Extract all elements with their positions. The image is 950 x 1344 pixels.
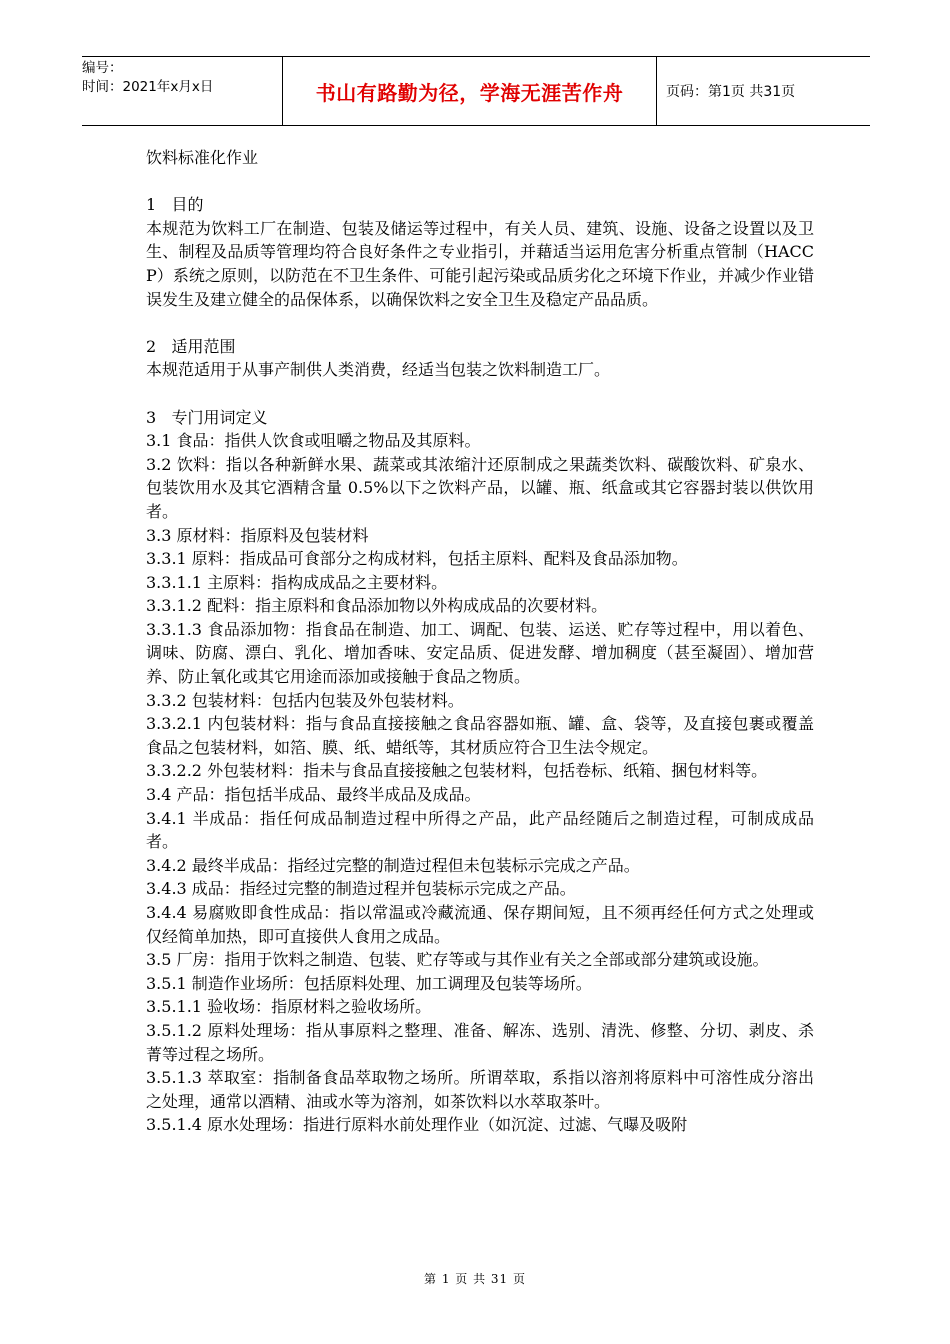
definition-item: 3.3.1.2 配料：指主原料和食品添加物以外构成成品的次要材料。 (146, 596, 608, 616)
definition-item: 3.4.4 易腐败即食性成品：指以常温或冷藏流通、保存期间短，且不须再经任何方式之处理或仅经简单加热，即可直接供人食用之成品。 (146, 903, 814, 946)
definition-item: 3.3.1.3 食品添加物：指食品在制造、加工、调配、包装、运送、贮存等过程中，用以着色、调味、防腐、漂白、乳化、增加香味、安定品质、促进发酵、增加稠度（甚至凝固）、增加营养、防止氧化或其它用途而添加或接触于食品之物质。 (146, 619, 814, 687)
definition-item: 3.2 饮料：指以各种新鲜水果、蔬菜或其浓缩汁还原制成之果蔬类饮料、碳酸饮料、矿泉水、包装饮用水及其它酒精含量 0.5%以下之饮料产品，以罐、瓶、纸盒或其它容器封装以供饮用者。 (146, 454, 814, 521)
definition-item: 3.4.3 成品：指经过完整的制造过程并包装标示完成之产品。 (146, 879, 576, 899)
definition-item: 3.3.1.1 主原料：指构成成品之主要材料。 (146, 572, 448, 592)
footer-page-number: 第 1 页 共 31 页 (424, 1272, 526, 1286)
definition-item: 3.4.2 最终半成品：指经过完整的制造过程但未包装标示完成之产品。 (146, 855, 640, 875)
section-2-text: 本规范适用于从事产制供人类消费，经适当包装之饮料制造工厂。 (146, 360, 611, 380)
definition-item: 3.3.2 包装材料：包括内包装及外包装材料。 (146, 690, 464, 710)
definition-item: 3.5 厂房：指用于饮料之制造、包装、贮存等或与其作业有关之全部或部分建筑或设施。 (146, 950, 769, 970)
page-info-text: 页码：第1页 共31页 (666, 84, 796, 100)
definition-item: 3.3 原材料：指原料及包装材料 (146, 525, 369, 545)
definition-item: 3.3.2.2 外包装材料：指未与食品直接接触之包装材料，包括卷标、纸箱、捆包材料等。 (146, 761, 768, 781)
definition-item: 3.5.1.3 萃取室：指制备食品萃取物之场所。所谓萃取，系指以溶剂将原料中可溶性成分溶出之处理，通常以酒精、油或水等为溶剂，如茶饮料以水萃取茶叶。 (146, 1068, 814, 1111)
number-label: 编号： (82, 60, 123, 76)
definition-item: 3.3.2.1 内包装材料：指与食品直接接触之食品容器如瓶、罐、盒、袋等，及直接包裹或覆盖食品之包装材料，如箔、膜、纸、蜡纸等，其材质应符合卫生法令规定。 (146, 714, 814, 757)
definition-item: 3.1 食品：指供人饮食或咀嚼之物品及其原料。 (146, 431, 481, 451)
page-footer (0, 1270, 950, 1287)
spacer (146, 382, 814, 406)
section-3-heading: 3 专门用词定义 (146, 407, 268, 427)
definitions-list (146, 429, 814, 1137)
spacer (146, 170, 814, 194)
header-motto: 书山有路勤为径，学海无涯苦作舟 (315, 80, 624, 105)
document-title: 饮料标准化作业 (146, 148, 259, 167)
section-2-heading: 2 适用范围 (146, 336, 236, 356)
header-motto-cell (282, 57, 657, 125)
definition-item: 3.5.1 制造作业场所：包括原料处理、加工调理及包装等场所。 (146, 973, 592, 993)
spacer (146, 311, 814, 335)
definition-item: 3.3.1 原料：指成品可食部分之构成材料，包括主原料、配料及食品添加物。 (146, 549, 688, 569)
document-body (146, 146, 814, 1137)
time-label: 时间：2021年x月x日 (82, 79, 214, 95)
definition-item: 3.4 产品：指包括半成品、最终半成品及成品。 (146, 785, 481, 805)
definition-item: 3.5.1.4 原水处理场：指进行原料水前处理作业（如沉淀、过滤、气曝及吸附 (146, 1115, 688, 1135)
definition-item: 3.4.1 半成品：指任何成品制造过程中所得之产品，此产品经随后之制造过程，可制成成品者。 (146, 808, 814, 852)
section-1-text: 本规范为饮料工厂在制造、包装及储运等过程中，有关人员、建筑、设施、设备之设置以及卫生、制程及品质等管理均符合良好条件之专业指引，并藉适当运用危害分析重点管制（HACCP）系统之原则，以防范在不卫生条件、可能引起污染或品质劣化之环境下作业，并减少作业错误发生及建立健全的品保体系，以确保饮料之安全卫生及稳定产品品质。 (146, 218, 814, 309)
definition-item: 3.5.1.2 原料处理场：指从事原料之整理、准备、解冻、选别、清洗、修整、分切、剥皮、杀菁等过程之场所。 (146, 1020, 814, 1064)
page-header (82, 56, 870, 126)
section-1-heading: 1 目的 (146, 195, 204, 215)
header-left (82, 57, 282, 127)
definition-item: 3.5.1.1 验收场：指原材料之验收场所。 (146, 997, 432, 1017)
header-page-info (666, 57, 870, 125)
